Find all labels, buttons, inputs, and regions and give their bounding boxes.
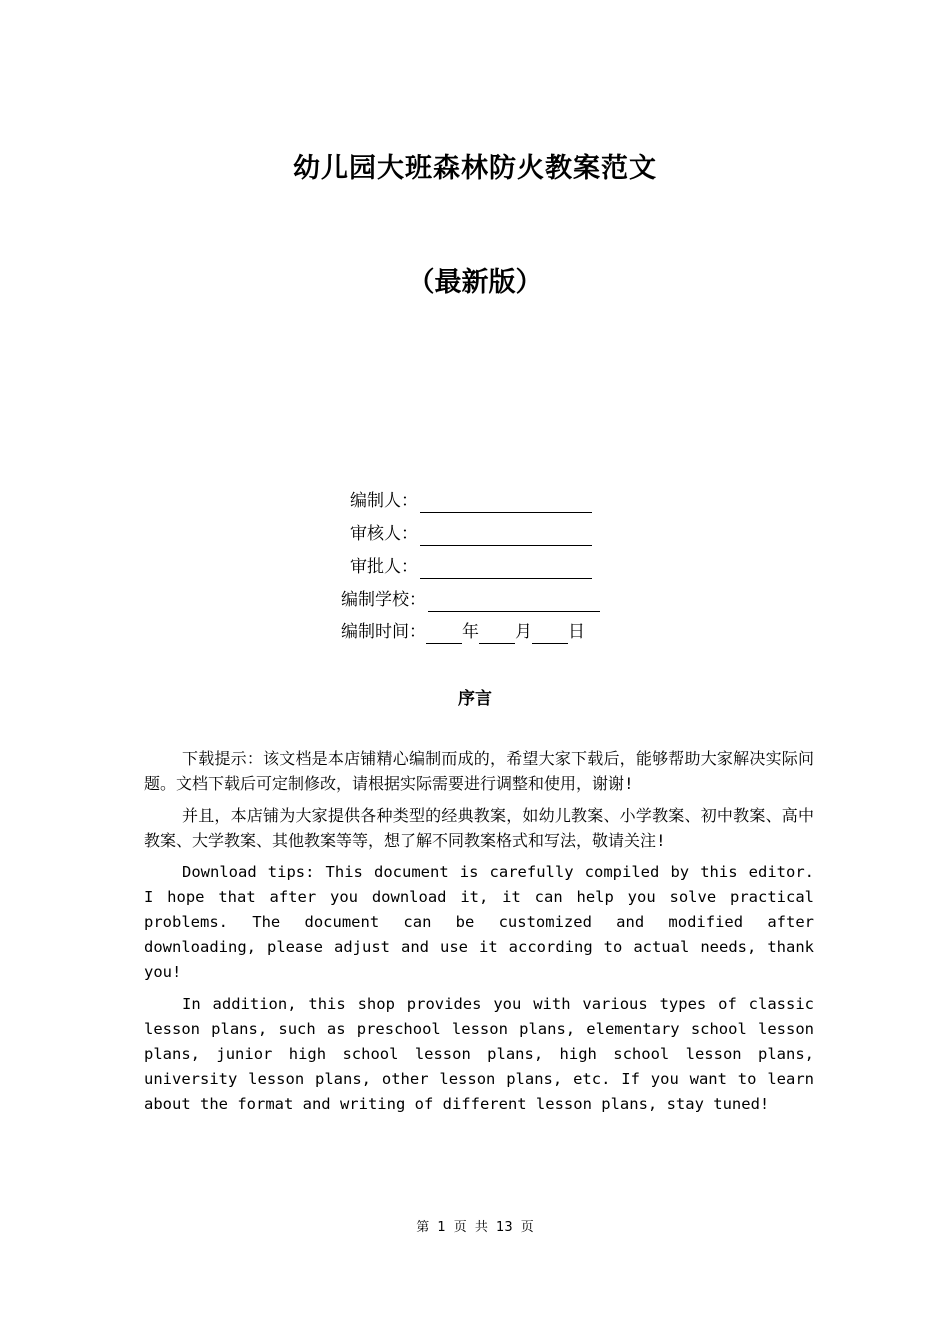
preface-paragraph: In addition, this shop provides you with various types of classic lesson plans, such as preschool lesson plans, elementary school lesson plans, junior high school lesson plans, high school lesson plans, university lesson plans, other lesson plans, etc. If you want to learn about the format and writing of different lesson plans, stay tuned! [144,995,814,1113]
reviewer-label: 审核人： [350,524,418,544]
compiler-label: 编制人： [350,491,418,511]
school-blank [428,594,600,612]
preface-paragraph: 并且，本店铺为大家提供各种类型的经典教案，如幼儿教案、小学教案、初中教案、高中教案、大学教案、其他教案等等，想了解不同教案格式和写法，敬请关注! [144,806,814,850]
preface-paragraph: 下载提示：该文档是本店铺精心编制而成的，希望大家下载后，能够帮助大家解决实际问题。文档下载后可定制修改，请根据实际需要进行调整和使用，谢谢! [144,749,814,793]
document-subtitle: （最新版） [407,267,543,298]
month-label: 月 [515,622,532,642]
compiler-field [350,489,592,513]
year-label: 年 [462,622,479,642]
page-footer: 第 1 页 共 13 页 [416,1220,534,1235]
reviewer-field [350,522,592,546]
preface-paragraph: Download tips: This document is carefully compiled by this editor. I hope that after you download it, it can help you solve practical problems. The document can be customized and modified after downloading, please adjust and use it according to actual needs, thank you! [144,863,814,981]
month-blank [479,626,515,644]
day-blank [532,626,568,644]
approver-label: 审批人： [350,557,418,577]
compiler-blank [420,495,592,513]
year-blank [426,626,462,644]
time-field [341,620,585,644]
approver-field [350,555,592,579]
approver-blank [420,561,592,579]
day-label: 日 [568,622,585,642]
school-label: 编制学校： [341,590,426,610]
time-label: 编制时间： [341,622,426,642]
preface-body [144,746,814,1124]
preface-heading: 序言 [458,689,492,709]
reviewer-blank [420,528,592,546]
school-field [341,588,600,612]
document-title: 幼儿园大班森林防火教案范文 [293,153,657,184]
